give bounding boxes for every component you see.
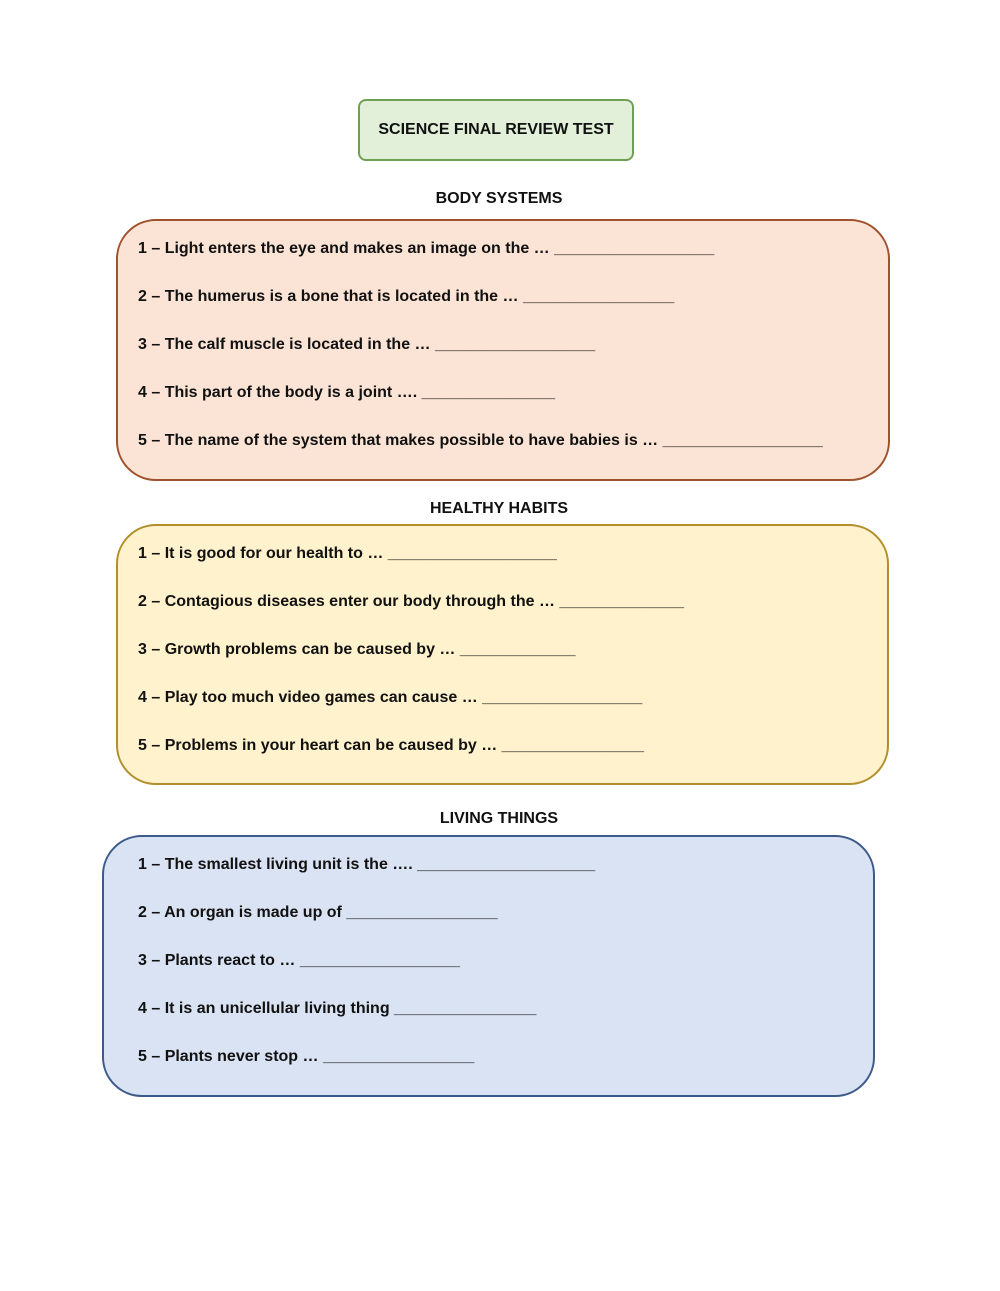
section-heading-living-things: LIVING THINGS bbox=[439, 810, 559, 827]
question-list bbox=[138, 853, 863, 1093]
question-item: 3 – The calf muscle is located in the … __________________ bbox=[138, 336, 596, 353]
question-item: 5 – Plants never stop … _________________ bbox=[138, 1048, 475, 1065]
section-heading-body-systems: BODY SYSTEMS bbox=[435, 190, 563, 207]
question-item: 4 – Play too much video games can cause … __________________ bbox=[138, 689, 643, 706]
question-list bbox=[138, 237, 878, 477]
section-panel-body-systems bbox=[116, 219, 890, 481]
section-panel-living-things bbox=[102, 835, 875, 1097]
question-item: 5 – The name of the system that makes possible to have babies is … __________________ bbox=[138, 432, 823, 449]
worksheet-title-text: SCIENCE FINAL REVIEW TEST bbox=[378, 121, 614, 138]
question-item: 2 – The humerus is a bone that is located in the … _________________ bbox=[138, 288, 675, 305]
question-item: 4 – It is an unicellular living thing ________________ bbox=[138, 1000, 537, 1017]
question-item: 1 – Light enters the eye and makes an image on the … __________________ bbox=[138, 240, 715, 257]
question-item: 1 – The smallest living unit is the …. ____________________ bbox=[138, 856, 596, 873]
section-panel-healthy-habits bbox=[116, 524, 889, 785]
question-item: 3 – Growth problems can be caused by … _____________ bbox=[138, 641, 576, 658]
section-heading-healthy-habits: HEALTHY HABITS bbox=[429, 500, 569, 517]
question-item: 2 – An organ is made up of _________________ bbox=[138, 904, 498, 921]
worksheet-title bbox=[358, 99, 634, 161]
question-item: 5 – Problems in your heart can be caused by … ________________ bbox=[138, 737, 645, 754]
question-item: 1 – It is good for our health to … ___________________ bbox=[138, 545, 557, 562]
question-list bbox=[138, 542, 877, 782]
question-item: 4 – This part of the body is a joint …. _______________ bbox=[138, 384, 556, 401]
question-item: 3 – Plants react to … __________________ bbox=[138, 952, 461, 969]
question-item: 2 – Contagious diseases enter our body through the … ______________ bbox=[138, 593, 684, 610]
